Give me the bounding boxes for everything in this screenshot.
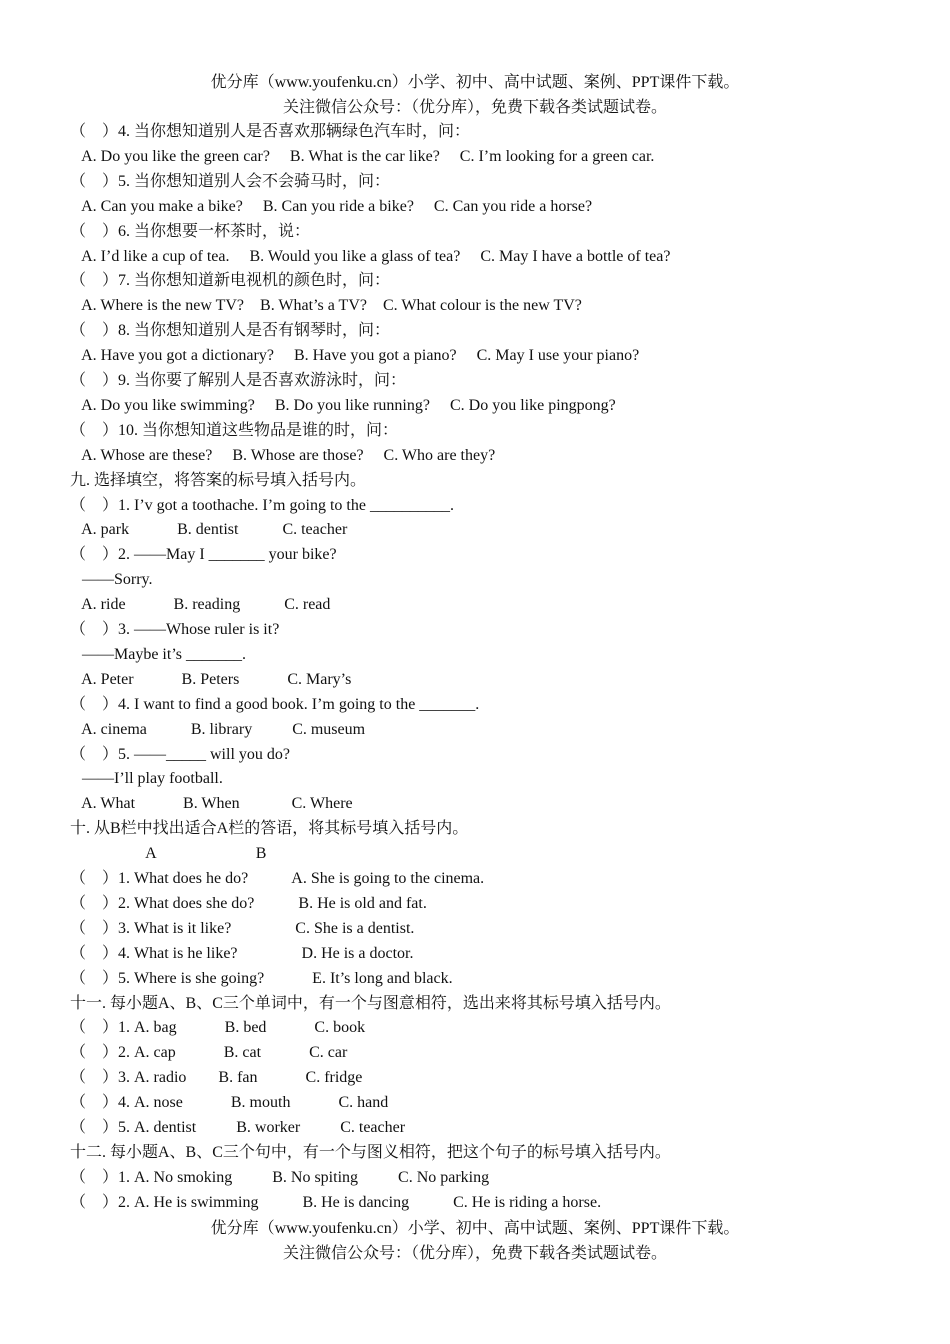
text-line: A. I’d like a cup of tea. B. Would you like a glass of tea? C. May I have a bottle of tea? (70, 247, 671, 265)
text-line: （ ）3. A. radio B. fan C. fridge (70, 1069, 363, 1087)
text-line: A. Whose are these? B. Whose are those? C. Who are they? (70, 446, 496, 464)
text-line: 九. 选择填空，将答案的标号填入括号内。 (70, 471, 367, 489)
text-line: （ ）5. ——_____ will you do? (70, 745, 290, 763)
text-line: （ ）1. A. No smoking B. No spiting C. No parking (70, 1168, 490, 1186)
text-line: A. Where is the new TV? B. What’s a TV? C. What colour is the new TV? (70, 297, 582, 315)
text-line: （ ）4. A. nose B. mouth C. hand (70, 1094, 389, 1112)
text-line: A. park B. dentist C. teacher (70, 521, 348, 539)
text-line: （ ）2. ——May I _______ your bike? (70, 546, 337, 564)
text-line: （ ）1. I’v got a toothache. I’m going to the __________. (70, 496, 454, 514)
text-line: 十二. 每小题A、B、C三个句中，有一个与图义相符，把这个句子的标号填入括号内。 (70, 1143, 671, 1161)
text-line: （ ）10. 当你想知道这些物品是谁的时，问： (70, 421, 399, 439)
text-line: （ ）5. 当你想知道别人会不会骑马时，问： (70, 172, 391, 190)
text-line: （ ）1. What does he do? A. She is going to the cinema. (70, 870, 485, 887)
text-line: （ ）2. A. cap B. cat C. car (70, 1044, 348, 1062)
text-line: （ ）3. What is it like? C. She is a dentist. (70, 919, 415, 937)
text-line: ——I’ll play football. (70, 770, 223, 788)
text-line: （ ）4. I want to find a good book. I’m going to the _______. (70, 695, 480, 713)
text-line: 十一. 每小题A、B、C三个单词中，有一个与图意相符，选出来将其标号填入括号内。 (70, 994, 671, 1012)
text-line: （ ）8. 当你想知道别人是否有钢琴时，问： (70, 322, 391, 340)
text-line: （ ）1. A. bag B. bed C. book (70, 1019, 366, 1037)
text-line: ——Sorry. (70, 571, 153, 589)
header-line-2: 关注微信公众号：（优分库），免费下载各类试题试卷。 (282, 99, 667, 116)
text-line: （ ）4. 当你想知道别人是否喜欢那辆绿色汽车时，问： (70, 123, 471, 140)
text-line: （ ）4. What is he like? D. He is a doctor. (70, 944, 414, 962)
text-line: A. Can you make a bike? B. Can you ride a bike? C. Can you ride a horse? (70, 197, 593, 215)
footer-line-1: 优分库（www.youfenku.cn）小学、初中、高中试题、案例、PPT课件下载。 (210, 1220, 740, 1237)
text-line: A. Have you got a dictionary? B. Have you got a piano? C. May I use your piano? (70, 347, 640, 365)
text-line: A. Do you like swimming? B. Do you like running? C. Do you like pingpong? (70, 396, 616, 414)
text-line: （ ）5. A. dentist B. worker C. teacher (70, 1119, 406, 1136)
text-line: A. ride B. reading C. read (70, 596, 331, 614)
text-line: 十. 从B栏中找出适合A栏的答语，将其标号填入括号内。 (70, 820, 469, 838)
text-line: A B (70, 845, 267, 863)
text-line: （ ）5. Where is she going? E. It’s long and black. (70, 969, 453, 987)
footer-line-2: 关注微信公众号：（优分库），免费下载各类试题试卷。 (282, 1245, 667, 1262)
text-line: （ ）2. A. He is swimming B. He is dancing C. He is riding a horse. (70, 1193, 602, 1211)
text-line: （ ）6. 当你想要一杯茶时，说： (70, 222, 311, 240)
text-line: （ ）7. 当你想知道新电视机的颜色时，问： (70, 272, 391, 290)
text-line: （ ）3. ——Whose ruler is it? (70, 621, 280, 638)
text-line: ——Maybe it’s _______. (70, 645, 246, 663)
text-line: A. Do you like the green car? B. What is the car like? C. I’m looking for a green car. (70, 147, 655, 165)
text-line: A. What B. When C. Where (70, 795, 353, 813)
text-line: A. cinema B. library C. museum (70, 720, 366, 738)
text-line: （ ）2. What does she do? B. He is old and fat. (70, 894, 427, 912)
text-line: （ ）9. 当你要了解别人是否喜欢游泳时，问： (70, 372, 407, 389)
text-line: A. Peter B. Peters C. Mary’s (70, 670, 352, 688)
header-line-1: 优分库（www.youfenku.cn）小学、初中、高中试题、案例、PPT课件下载。 (210, 74, 740, 91)
